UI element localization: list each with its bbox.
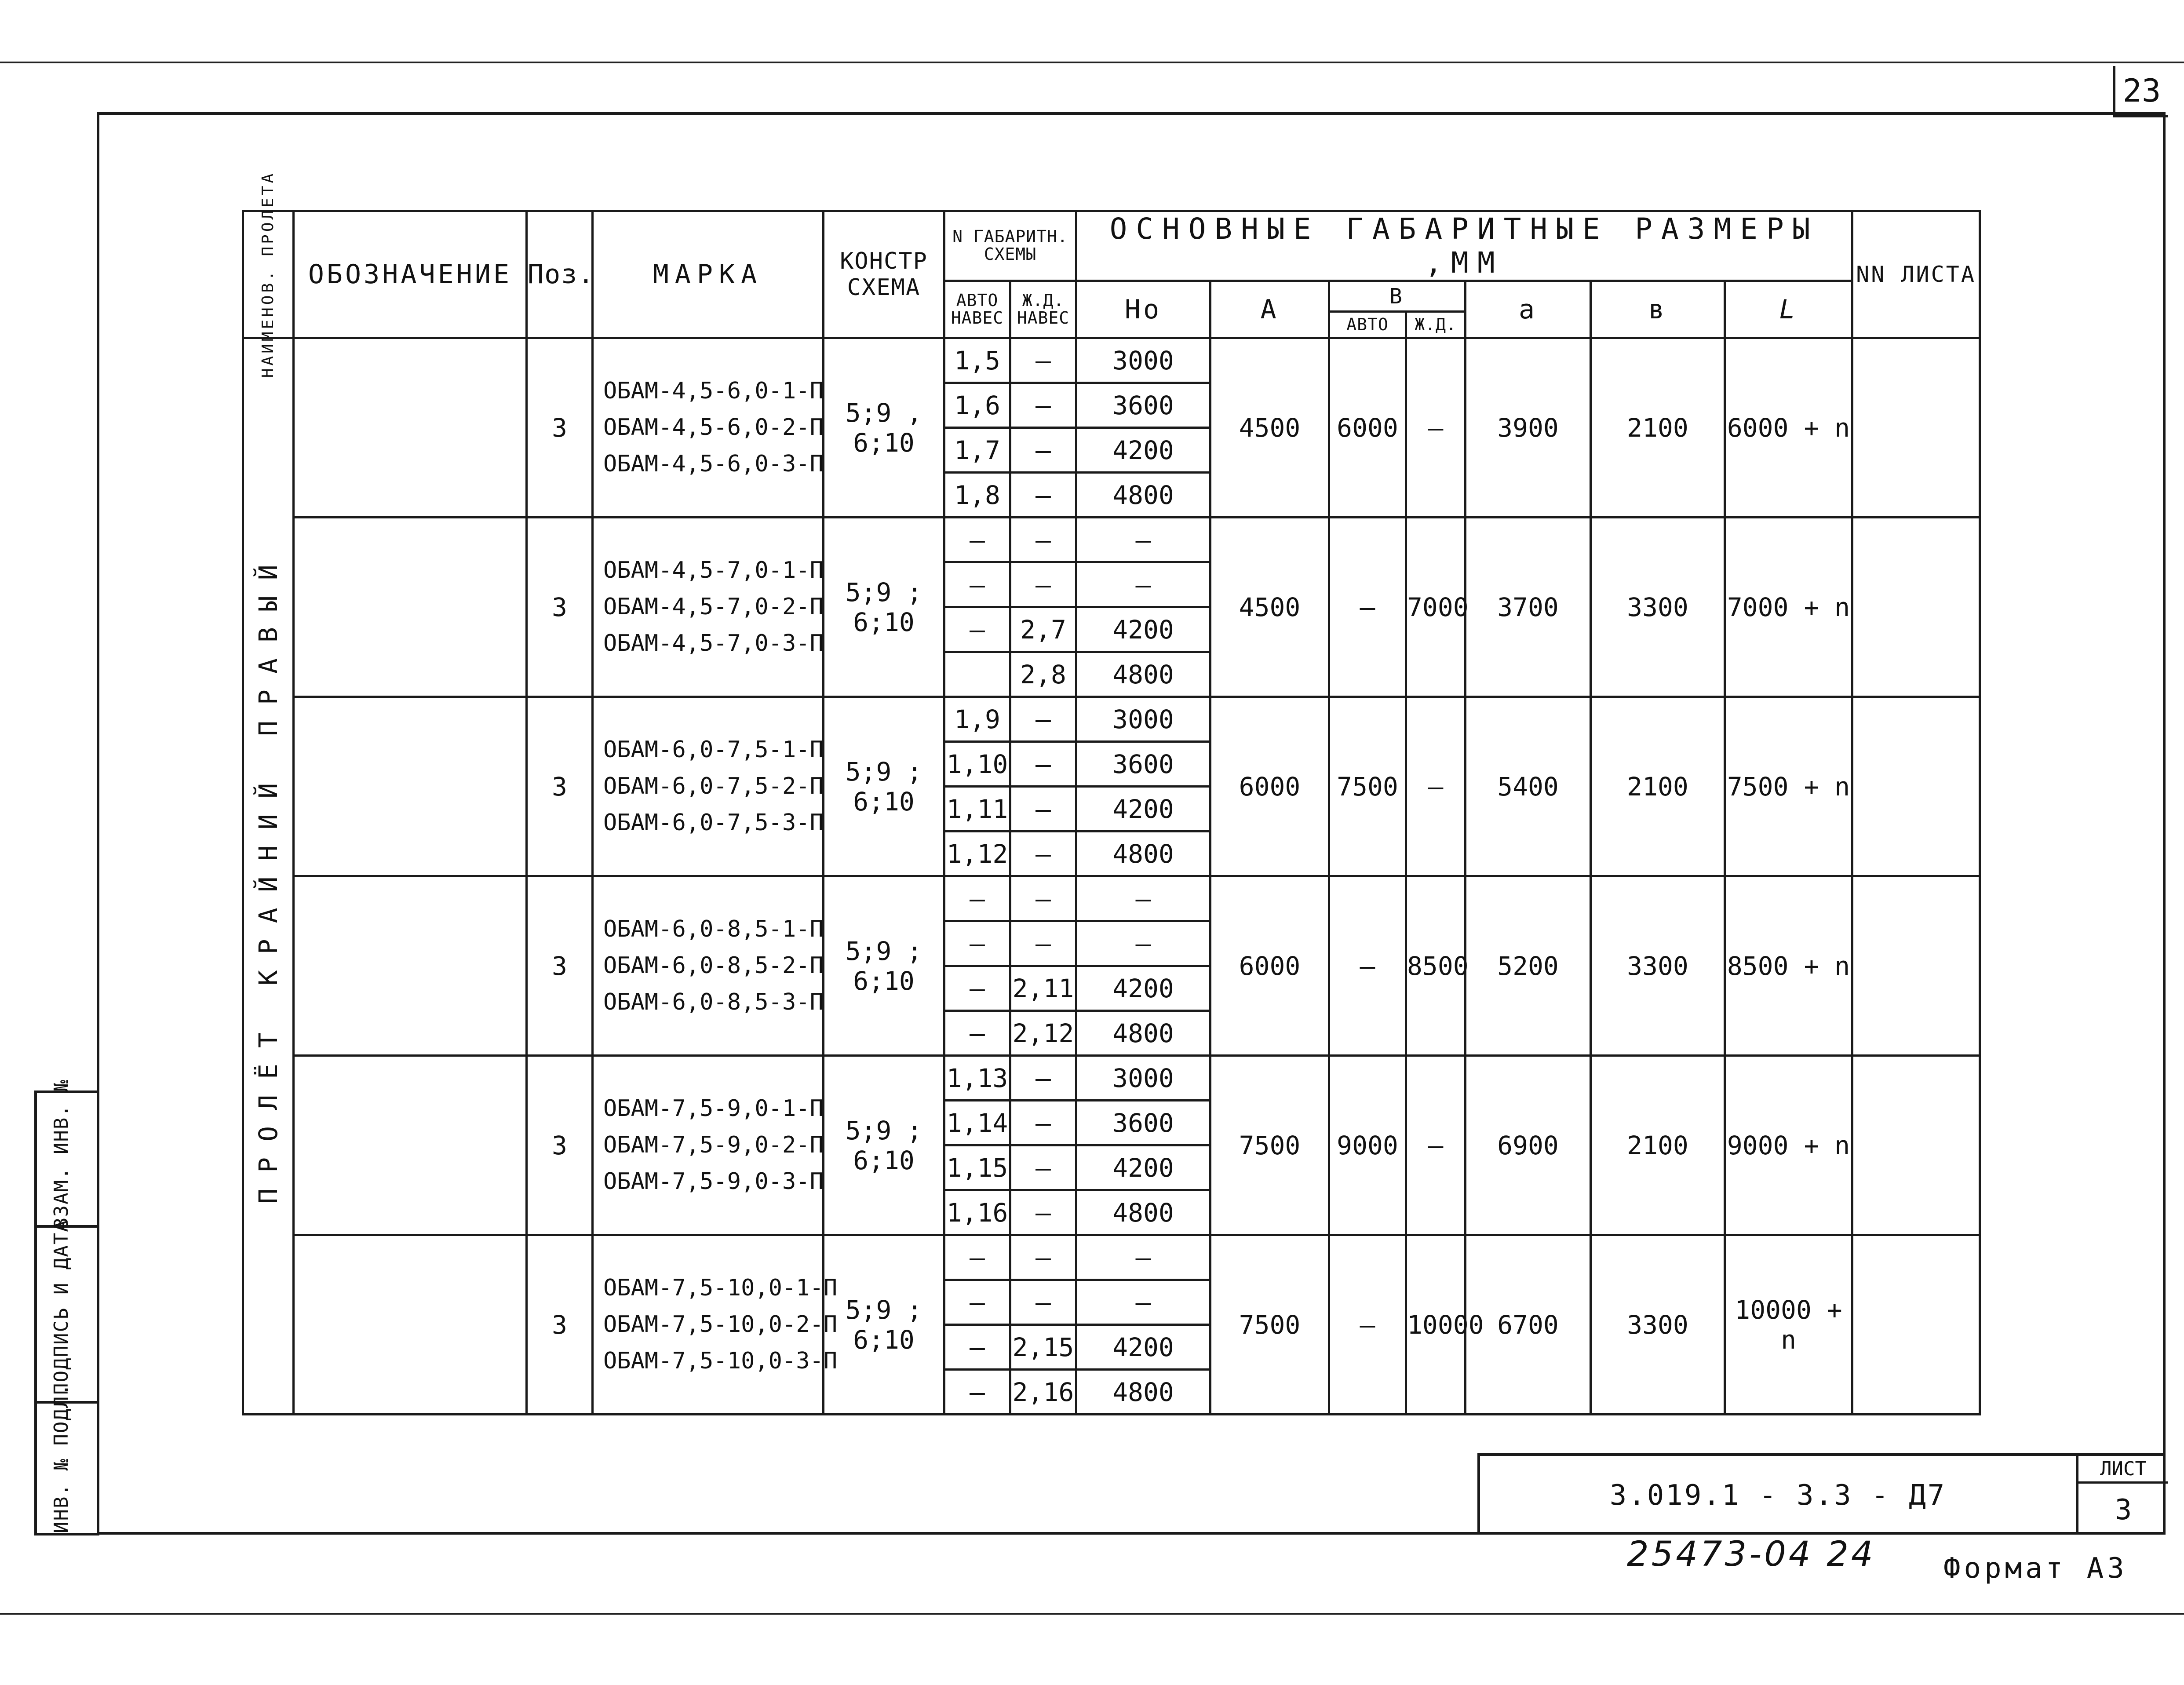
table-row bbox=[243, 1235, 1980, 1280]
A-cell: 7500 bbox=[1210, 1235, 1329, 1415]
mark-item: ОБАМ-6,0-7,5-3-П bbox=[603, 810, 824, 836]
h0-cell: 3000 bbox=[1076, 338, 1210, 383]
gab-rail-cell: — bbox=[1010, 1056, 1076, 1101]
h0-cell: 3600 bbox=[1076, 383, 1210, 428]
B-auto-cell: — bbox=[1329, 876, 1406, 1056]
h0-cell: 4800 bbox=[1076, 1370, 1210, 1415]
pos-cell: 3 bbox=[527, 338, 593, 518]
gab-auto-cell: — bbox=[944, 876, 1010, 921]
B-auto-cell: 9000 bbox=[1329, 1056, 1406, 1235]
mark-item: ОБАМ-4,5-7,0-2-П bbox=[603, 593, 824, 620]
gab-rail-cell: — bbox=[1010, 832, 1076, 876]
h0-cell: 3000 bbox=[1076, 697, 1210, 742]
sheets-cell bbox=[1852, 697, 1980, 876]
span-label: ПРОЛЁТ КРАЙНИЙ ПРАВЫЙ bbox=[253, 548, 283, 1204]
gab-rail-cell: — bbox=[1010, 562, 1076, 607]
binding-strip bbox=[34, 1079, 99, 1535]
L-cell: 8500 + n bbox=[1725, 876, 1852, 1056]
a-cell: 6700 bbox=[1466, 1235, 1591, 1415]
sheet-label: ЛИСТ bbox=[2078, 1456, 2168, 1484]
h0-cell: 4800 bbox=[1076, 473, 1210, 518]
gab-rail-cell: 2,7 bbox=[1010, 607, 1076, 652]
pos-cell: 3 bbox=[527, 876, 593, 1056]
h0-cell: 3600 bbox=[1076, 1101, 1210, 1145]
gab-auto-cell: — bbox=[944, 1370, 1010, 1415]
gab-rail-cell: 2,16 bbox=[1010, 1370, 1076, 1415]
h0-cell: 4800 bbox=[1076, 1011, 1210, 1056]
mark-item: ОБАМ-6,0-8,5-3-П bbox=[603, 989, 824, 1016]
mark-item: ОБАМ-4,5-6,0-2-П bbox=[603, 414, 824, 441]
A-cell: 4500 bbox=[1210, 338, 1329, 518]
designation-cell bbox=[294, 1235, 527, 1415]
sign-date-label: ПОДПИСЬ И ДАТА bbox=[50, 1219, 73, 1395]
gab-rail-cell: — bbox=[1010, 1145, 1076, 1190]
pos-header: Поз. bbox=[527, 211, 593, 338]
h0-cell: 4200 bbox=[1076, 607, 1210, 652]
mark-item: ОБАМ-4,5-7,0-1-П bbox=[603, 557, 824, 584]
gab-rail-cell: — bbox=[1010, 1235, 1076, 1280]
b-header: в bbox=[1591, 281, 1725, 338]
h0-cell: — bbox=[1076, 876, 1210, 921]
gab-auto-cell: — bbox=[944, 607, 1010, 652]
B-auto-cell: — bbox=[1329, 1235, 1406, 1415]
gab-auto-cell: — bbox=[944, 518, 1010, 562]
L-cell: 7000 + n bbox=[1725, 518, 1852, 697]
b-cell: 3300 bbox=[1591, 876, 1725, 1056]
h0-cell: 4200 bbox=[1076, 1145, 1210, 1190]
a-cell: 5200 bbox=[1466, 876, 1591, 1056]
scheme-cell: 5;9 ; 6;10 bbox=[824, 1056, 944, 1235]
B-auto-cell: — bbox=[1329, 518, 1406, 697]
sheet-cell bbox=[2076, 1456, 2168, 1535]
A-cell: 6000 bbox=[1210, 876, 1329, 1056]
L-cell: 6000 + n bbox=[1725, 338, 1852, 518]
gab-rail-cell: 2,15 bbox=[1010, 1325, 1076, 1370]
mark-item: ОБАМ-7,5-9,0-1-П bbox=[603, 1095, 824, 1122]
h0-cell: 3600 bbox=[1076, 742, 1210, 787]
A-cell: 7500 bbox=[1210, 1056, 1329, 1235]
gab-rail-cell: — bbox=[1010, 1190, 1076, 1235]
gab-rail-cell: — bbox=[1010, 697, 1076, 742]
B-rail-cell: 7000 bbox=[1406, 518, 1466, 697]
scheme-cell: 5;9 ; 6;10 bbox=[824, 697, 944, 876]
h0-cell: — bbox=[1076, 562, 1210, 607]
h0-cell: 4200 bbox=[1076, 428, 1210, 473]
gab-auto-cell: — bbox=[944, 921, 1010, 966]
mark-item: ОБАМ-7,5-9,0-3-П bbox=[603, 1168, 824, 1195]
gab-auto-cell: 1,16 bbox=[944, 1190, 1010, 1235]
h0-cell: — bbox=[1076, 518, 1210, 562]
L-cell: 9000 + n bbox=[1725, 1056, 1852, 1235]
gab-rail-header: Ж.Д. НАВЕС bbox=[1010, 281, 1076, 338]
dimensions-table bbox=[242, 171, 1981, 1415]
b-cell: 3300 bbox=[1591, 518, 1725, 697]
mark-cell bbox=[593, 1235, 838, 1415]
pos-cell: 3 bbox=[527, 1056, 593, 1235]
mark-cell bbox=[593, 876, 824, 1056]
gab-auto-cell: 1,13 bbox=[944, 1056, 1010, 1101]
A-header: А bbox=[1210, 281, 1329, 338]
mark-item: ОБАМ-7,5-9,0-2-П bbox=[603, 1131, 824, 1158]
span-name-cell bbox=[243, 338, 294, 1415]
gab-rail-cell: — bbox=[1010, 742, 1076, 787]
gab-auto-cell bbox=[944, 652, 1010, 697]
gab-auto-cell: — bbox=[944, 1280, 1010, 1325]
inv-orig-label: ИНВ. № ПОДЛ. bbox=[50, 1383, 73, 1533]
span-name-header: НАИМЕНОВ. ПРОЛЕТА bbox=[243, 211, 294, 338]
inv-replace-label: ВЗАМ. ИНВ. № bbox=[50, 1079, 73, 1229]
h0-header: Но bbox=[1076, 281, 1210, 338]
pos-cell: 3 bbox=[527, 697, 593, 876]
gab-auto-header: АВТО НАВЕС bbox=[944, 281, 1010, 338]
gab-rail-cell: — bbox=[1010, 1280, 1076, 1325]
L-cell: 10000 + n bbox=[1725, 1235, 1852, 1415]
gab-auto-cell: 1,10 bbox=[944, 742, 1010, 787]
b-cell: 2100 bbox=[1591, 1056, 1725, 1235]
page-number: 23 bbox=[2113, 66, 2168, 117]
gab-auto-cell: 1,5 bbox=[944, 338, 1010, 383]
top-border-line bbox=[0, 62, 2184, 63]
h0-cell: 4800 bbox=[1076, 832, 1210, 876]
sheets-cell bbox=[1852, 876, 1980, 1056]
B-rail-cell: 10000 bbox=[1406, 1235, 1466, 1415]
pos-cell: 3 bbox=[527, 1235, 593, 1415]
B-auto-cell: 7500 bbox=[1329, 697, 1406, 876]
gab-rail-cell: — bbox=[1010, 921, 1076, 966]
mark-cell bbox=[593, 697, 824, 876]
B-rail-cell: — bbox=[1406, 338, 1466, 518]
mark-cell bbox=[593, 338, 824, 518]
table-row bbox=[243, 697, 1980, 742]
format-label: Формат А3 bbox=[1943, 1552, 2128, 1585]
mark-cell bbox=[593, 518, 824, 697]
scheme-cell: 5;9 , 6;10 bbox=[824, 338, 944, 518]
h0-cell: — bbox=[1076, 1280, 1210, 1325]
mark-item: ОБАМ-4,5-6,0-3-П bbox=[603, 451, 824, 478]
gab-rail-cell: — bbox=[1010, 518, 1076, 562]
gab-rail-cell: — bbox=[1010, 383, 1076, 428]
sheets-cell bbox=[1852, 1056, 1980, 1235]
scheme-cell: 5;9 ; 6;10 bbox=[824, 518, 944, 697]
mark-cell bbox=[593, 1056, 824, 1235]
B-rail-cell: 8500 bbox=[1406, 876, 1466, 1056]
a-cell: 6900 bbox=[1466, 1056, 1591, 1235]
gab-auto-cell: 1,14 bbox=[944, 1101, 1010, 1145]
mark-item: ОБАМ-6,0-7,5-2-П bbox=[603, 773, 824, 799]
sheets-header: NN ЛИСТА bbox=[1852, 211, 1980, 338]
gab-rail-cell: — bbox=[1010, 1101, 1076, 1145]
gab-auto-cell: 1,15 bbox=[944, 1145, 1010, 1190]
gab-rail-cell: 2,8 bbox=[1010, 652, 1076, 697]
b-cell: 2100 bbox=[1591, 697, 1725, 876]
gab-rail-cell: 2,11 bbox=[1010, 966, 1076, 1011]
gab-auto-cell: 1,11 bbox=[944, 787, 1010, 832]
mark-item: ОБАМ-7,5-10,0-3-П bbox=[603, 1348, 838, 1375]
h0-cell: 4800 bbox=[1076, 1190, 1210, 1235]
A-cell: 6000 bbox=[1210, 697, 1329, 876]
B-auto-header: АВТО bbox=[1329, 312, 1406, 338]
B-rail-cell: — bbox=[1406, 1056, 1466, 1235]
B-header: В bbox=[1329, 281, 1466, 312]
designation-cell bbox=[294, 697, 527, 876]
h0-cell: 4200 bbox=[1076, 787, 1210, 832]
main-dims-header: ОСНОВНЫЕ ГАБАРИТНЫЕ РАЗМЕРЫ ,ММ bbox=[1076, 211, 1852, 281]
table-row bbox=[243, 338, 1980, 383]
gab-rail-cell: — bbox=[1010, 787, 1076, 832]
sheets-cell bbox=[1852, 518, 1980, 697]
gab-auto-cell: — bbox=[944, 1011, 1010, 1056]
mark-header: МАРКА bbox=[593, 211, 824, 338]
mark-item: ОБАМ-7,5-10,0-1-П bbox=[603, 1274, 838, 1301]
gab-rail-cell: — bbox=[1010, 338, 1076, 383]
gab-rail-cell: — bbox=[1010, 876, 1076, 921]
B-rail-header: Ж.Д. bbox=[1406, 312, 1466, 338]
h0-cell: 4200 bbox=[1076, 1325, 1210, 1370]
b-cell: 2100 bbox=[1591, 338, 1725, 518]
designation-cell bbox=[294, 1056, 527, 1235]
mark-item: ОБАМ-4,5-7,0-3-П bbox=[603, 630, 824, 657]
title-block bbox=[1477, 1453, 2166, 1535]
mark-item: ОБАМ-7,5-10,0-2-П bbox=[603, 1311, 838, 1338]
gab-auto-cell: — bbox=[944, 1325, 1010, 1370]
table-row bbox=[243, 1056, 1980, 1101]
gab-rail-cell: — bbox=[1010, 473, 1076, 518]
scheme-cell: 5;9 ; 6;10 bbox=[824, 876, 944, 1056]
gab-auto-cell: — bbox=[944, 1235, 1010, 1280]
document-code: 3.019.1 - 3.3 - Д7 bbox=[1609, 1479, 1947, 1512]
gab-auto-cell: 1,6 bbox=[944, 383, 1010, 428]
designation-cell bbox=[294, 518, 527, 697]
gab-auto-cell: 1,7 bbox=[944, 428, 1010, 473]
h0-cell: — bbox=[1076, 1235, 1210, 1280]
b-cell: 3300 bbox=[1591, 1235, 1725, 1415]
a-cell: 5400 bbox=[1466, 697, 1591, 876]
designation-cell bbox=[294, 338, 527, 518]
mark-item: ОБАМ-6,0-7,5-1-П bbox=[603, 736, 824, 763]
a-cell: 3700 bbox=[1466, 518, 1591, 697]
scheme-header: КОНСТР СХЕМА bbox=[824, 211, 944, 338]
bottom-border-line bbox=[0, 1613, 2184, 1615]
gab-auto-cell: 1,8 bbox=[944, 473, 1010, 518]
a-cell: 3900 bbox=[1466, 338, 1591, 518]
mark-item: ОБАМ-6,0-8,5-2-П bbox=[603, 952, 824, 979]
gab-auto-cell: — bbox=[944, 966, 1010, 1011]
sheets-cell bbox=[1852, 338, 1980, 518]
L-cell: 7500 + n bbox=[1725, 697, 1852, 876]
h0-cell: 4200 bbox=[1076, 966, 1210, 1011]
designation-header: ОБОЗНАЧЕНИЕ bbox=[294, 211, 527, 338]
B-auto-cell: 6000 bbox=[1329, 338, 1406, 518]
gab-rail-cell: — bbox=[1010, 428, 1076, 473]
B-rail-cell: — bbox=[1406, 697, 1466, 876]
table-row bbox=[243, 876, 1980, 921]
table-row bbox=[243, 518, 1980, 562]
mark-item: ОБАМ-4,5-6,0-1-П bbox=[603, 377, 824, 404]
gab-auto-cell: 1,9 bbox=[944, 697, 1010, 742]
pos-cell: 3 bbox=[527, 518, 593, 697]
L-header: L bbox=[1725, 281, 1852, 338]
sheets-cell bbox=[1852, 1235, 1980, 1415]
sheet-number: 3 bbox=[2115, 1494, 2132, 1526]
A-cell: 4500 bbox=[1210, 518, 1329, 697]
gab-auto-cell: — bbox=[944, 562, 1010, 607]
handwritten-number: 25473-04 24 bbox=[1627, 1535, 1876, 1574]
gab-rail-cell: 2,12 bbox=[1010, 1011, 1076, 1056]
a-header: а bbox=[1466, 281, 1591, 338]
mark-item: ОБАМ-6,0-8,5-1-П bbox=[603, 915, 824, 942]
designation-cell bbox=[294, 876, 527, 1056]
h0-cell: 4800 bbox=[1076, 652, 1210, 697]
gab-auto-cell: 1,12 bbox=[944, 832, 1010, 876]
h0-cell: 3000 bbox=[1076, 1056, 1210, 1101]
h0-cell: — bbox=[1076, 921, 1210, 966]
gab-scheme-header: N ГАБАРИТН. СХЕМЫ bbox=[944, 211, 1076, 281]
scheme-cell: 5;9 ; 6;10 bbox=[824, 1235, 944, 1415]
